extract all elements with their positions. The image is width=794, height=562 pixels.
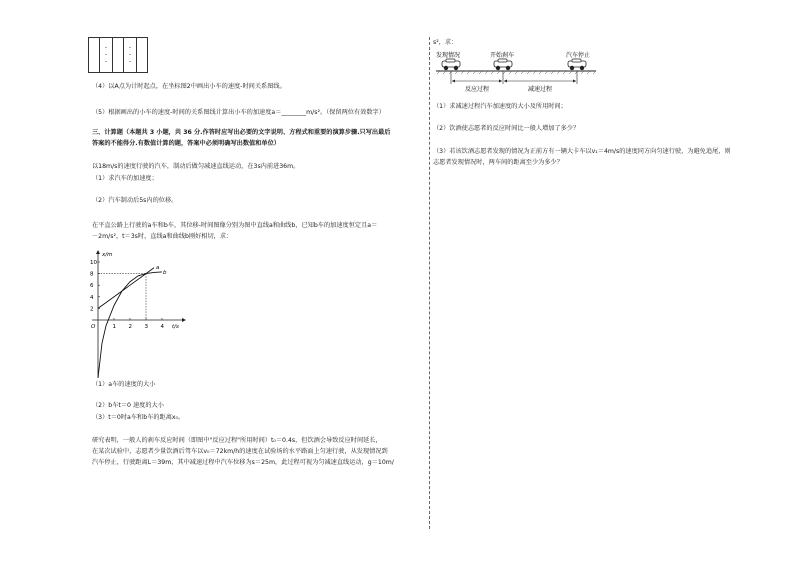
problem-3-q1: （1）求减速过程汽车加速度的大小及所用时间； — [433, 103, 567, 110]
x-tick-label: 1 — [112, 324, 116, 330]
question-4: （4）以A点为计时起点，在坐标图2中画出小车的速度-时间关系图线。 — [92, 83, 286, 90]
table-cell: – – – — [100, 38, 113, 73]
question-5: （5）根据画出的小车的速度-时间的关系图线计算出小车的加速度a＝________m/s²。（保留两位有效数字） — [92, 109, 385, 116]
problem-3-q3-line1: （3）若该饮酒志愿者发现的情况为正前方有一辆大卡车以v₁＝4m/s的速度同方向匀速行驶，为避免追尾，则 — [433, 148, 731, 155]
problem-1-q2: （2）汽车制动后5s内的位移。 — [92, 197, 178, 204]
data-table — [88, 37, 148, 73]
x-tick-label: 4 — [160, 324, 164, 330]
section-3-heading-cont: 答案的不能得分.有数值计算的题，答案中必须明确写出数值和单位） — [92, 140, 280, 147]
section-3-heading: 三、计算题（本题共 3 小题，共 36 分.作答时应写出必要的文字说明、方程式和重要的演算步骤.只写出最后 — [92, 129, 391, 136]
y-tick-label: 8 — [90, 271, 94, 278]
x-tick-label: 2 — [128, 324, 132, 330]
table-cell — [89, 38, 100, 73]
problem-3-line3: 汽车停止，行驶距离L＝39m，其中减速过程中汽车位移为s＝25m，此过程可视为匀减速直线运动，g＝10m/ — [92, 459, 394, 466]
problem-2-q1: （1）a车的速度的大小 — [92, 381, 156, 388]
label-decel: 减速过程 — [528, 86, 553, 93]
y-tick-label: 4 — [90, 294, 94, 301]
problem-1-q1: （1）求汽车的加速度； — [92, 175, 158, 182]
y-tick-label: 6 — [90, 283, 94, 290]
x-axis-arrow — [182, 318, 186, 322]
table-cell — [137, 38, 148, 73]
x-tick-label: 3 — [144, 324, 148, 330]
problem-1-intro: 以18m/s的速度行驶的汽车，制动后做匀减速直线运动，在3s内前进36m。 — [92, 163, 300, 170]
series-b-label: b — [163, 269, 167, 276]
x-axis-label: t/s — [172, 324, 179, 330]
label-found: 发现情况 — [436, 52, 461, 59]
label-reaction: 反应过程 — [465, 86, 490, 93]
car-icon — [568, 59, 586, 70]
problem-3-line2: 在某次试验中，志愿者少量饮酒后驾车以v₀＝72km/h的速度在试验场的水平路面上匀速行驶，从发现情况到 — [92, 448, 388, 455]
braking-process-diagram — [432, 50, 602, 98]
problem-2-line2: －2m/s²，t＝3s时，直线a和曲线b刚好相切，求： — [92, 233, 233, 240]
table-cell: – – – — [124, 38, 137, 73]
y-axis-label: x/m — [102, 252, 113, 258]
car-icon — [442, 59, 460, 70]
column-divider — [429, 37, 430, 529]
label-stop: 汽车停止 — [566, 52, 591, 59]
problem-2-q3: （3）t＝0时a车和b车的距离x₀。 — [92, 414, 185, 421]
problem-2-line1: 在平直公路上行驶的a车和b车，其位移-时间图像分别为图中直线a和曲线b，已知b车的加速度恒定且a＝ — [92, 222, 378, 229]
problem-3-q3-line2: 志愿者发现情况时，两车间的距离至少为多少？ — [433, 159, 563, 166]
problem-3-line1: 研究表明，一般人的刹车反应时间（即图中"反应过程"所用时间）t₀＝0.4s，但饮酒会导致反应时间延长， — [92, 437, 382, 444]
origin-label: O — [91, 324, 96, 330]
problem-2-q2: （2）b车t＝0 速度的大小 — [92, 402, 164, 409]
problem-3-cont: s²，求： — [433, 39, 458, 46]
problem-3-q2: （2）饮酒使志愿者的反应时间比一般人增加了多少？ — [433, 125, 580, 132]
series-a-label: a — [156, 264, 160, 271]
y-tick-label: 2 — [90, 306, 94, 313]
position-time-chart — [88, 246, 188, 380]
label-brake: 开始刹车 — [490, 52, 515, 59]
y-tick-label: 10 — [90, 260, 97, 266]
car-icon — [494, 59, 512, 70]
table-cell — [113, 38, 124, 73]
y-axis-arrow — [96, 250, 100, 254]
